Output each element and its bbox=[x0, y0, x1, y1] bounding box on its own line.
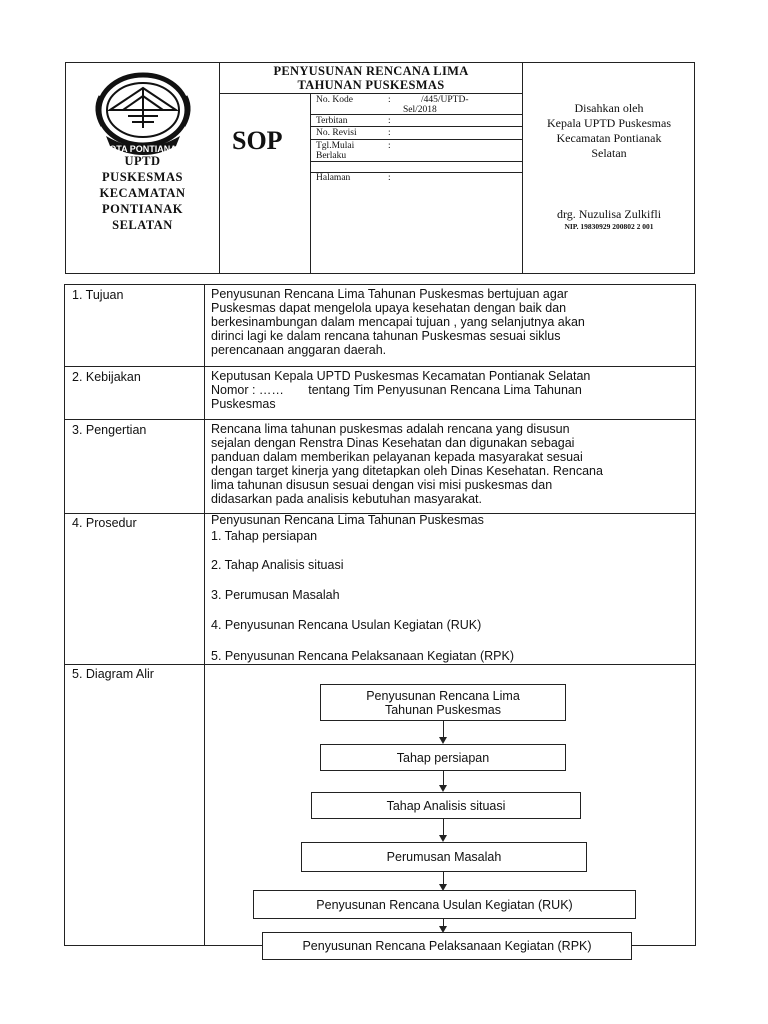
flow-arrow bbox=[439, 835, 447, 842]
approval-line: Kepala UPTD Puskesmas bbox=[547, 116, 671, 130]
org-line: UPTD bbox=[124, 154, 161, 168]
section-text-kebijakan bbox=[211, 369, 688, 411]
meta-revisi-label: No. Revisi bbox=[316, 128, 357, 138]
flow-arrow bbox=[439, 737, 447, 744]
meta-halaman-sep: : bbox=[388, 173, 391, 183]
row-divider bbox=[64, 419, 696, 420]
flow-box-text: Penyusunan Rencana Lima bbox=[366, 688, 520, 703]
org-line: KECAMATAN bbox=[99, 186, 186, 200]
meta-tgl-label: Tgl.Mulai bbox=[316, 141, 355, 151]
organization-name bbox=[70, 153, 215, 233]
flow-box-text: Tahunan Puskesmas bbox=[384, 702, 502, 717]
section-label-tujuan: 1. Tujuan bbox=[72, 288, 124, 302]
flow-box-ruk: Penyusunan Rencana Usulan Kegiatan (RUK) bbox=[253, 890, 636, 919]
meta-halaman-label: Halaman bbox=[316, 173, 351, 183]
text-line: Keputusan Kepala UPTD Puskesmas Kecamatan Pontianak Selatan bbox=[211, 369, 591, 383]
procedure-step: 3. Perumusan Masalah bbox=[211, 588, 340, 602]
text-line: didasarkan pada analisis kebutuhan masyarakat. bbox=[211, 492, 483, 506]
text-line: Penyusunan Rencana Lima Tahunan Puskesmas bertujuan agar bbox=[211, 287, 568, 301]
flow-connector bbox=[443, 771, 444, 786]
section-label-kebijakan: 2. Kebijakan bbox=[72, 370, 141, 384]
procedure-step: 4. Penyusunan Rencana Usulan Kegiatan (RUK) bbox=[211, 618, 482, 632]
meta-code-label: No. Kode bbox=[316, 95, 353, 105]
meta-code-value: /445/UPTD- bbox=[421, 95, 469, 105]
section-text-pengertian bbox=[211, 422, 688, 506]
procedure-step: 2. Tahap Analisis situasi bbox=[211, 558, 344, 572]
meta-revisi-sep: : bbox=[388, 128, 391, 138]
section-text-tujuan bbox=[211, 287, 688, 357]
flow-box-persiapan: Tahap persiapan bbox=[320, 744, 566, 771]
org-line: PONTIANAK bbox=[102, 202, 183, 216]
text-line: perencanaan anggaran daerah. bbox=[211, 343, 387, 357]
org-line: PUSKESMAS bbox=[102, 170, 183, 184]
flow-arrow bbox=[439, 785, 447, 792]
header-divider-title bbox=[219, 93, 522, 94]
title-line: TAHUNAN PUSKESMAS bbox=[297, 78, 445, 92]
procedure-intro: Penyusunan Rencana Lima Tahunan Puskesmas bbox=[211, 513, 484, 527]
procedure-step: 1. Tahap persiapan bbox=[211, 529, 318, 543]
approver-nip: NIP. 19830929 200802 2 001 bbox=[564, 222, 654, 231]
meta-tgl-label-2: Berlaku bbox=[316, 151, 347, 161]
flow-box-perumusan: Perumusan Masalah bbox=[301, 842, 587, 872]
meta-terbitan-sep: : bbox=[388, 116, 391, 126]
text-line: Rencana lima tahunan puskesmas adalah rencana yang disusun bbox=[211, 422, 570, 436]
text-line: lima tahunan disusun sesuai dengan visi misi puskesmas dan bbox=[211, 478, 553, 492]
procedure-step: 5. Penyusunan Rencana Pelaksanaan Kegiatan (RPK) bbox=[211, 649, 514, 663]
section-label-diagram: 5. Diagram Alir bbox=[72, 667, 154, 681]
header-divider-meta bbox=[310, 93, 311, 274]
row-divider bbox=[64, 366, 696, 367]
approval-line: Kecamatan Pontianak bbox=[556, 131, 662, 145]
meta-tgl-sep: : bbox=[388, 141, 391, 151]
document-title bbox=[222, 64, 520, 92]
text-line: Nomor : …… tentang Tim Penyusunan Rencana Lima Tahunan bbox=[211, 383, 582, 397]
text-line: berkesinambungan dalam mencapai tujuan , yang selanjutnya akan bbox=[211, 315, 585, 329]
content-col-divider bbox=[204, 284, 205, 946]
text-line: panduan dalam memberikan pelayanan kepada masyarakat sesuai bbox=[211, 450, 583, 464]
text-line: Puskesmas dapat mengelola upaya kesehatan dengan baik dan bbox=[211, 301, 567, 315]
text-line: dirinci lagi ke dalam rencana tahunan Puskesmas sesuai siklus bbox=[211, 329, 561, 343]
approval-line: Disahkan oleh bbox=[574, 101, 644, 115]
text-line: dengan target kinerja yang ditetapkan oleh Dinas Kesehatan. Rencana bbox=[211, 464, 603, 478]
flow-box-start bbox=[320, 684, 566, 721]
sop-label: SOP bbox=[232, 126, 283, 155]
approver-name: drg. Nuzulisa Zulkifli bbox=[556, 207, 662, 221]
header-divider-2 bbox=[522, 62, 523, 274]
meta-code-sep: : bbox=[388, 95, 391, 105]
flow-box-analisis: Tahap Analisis situasi bbox=[311, 792, 581, 819]
approval-line: Selatan bbox=[591, 146, 627, 160]
meta-terbitan-label: Terbitan bbox=[316, 116, 348, 126]
flow-box-rpk: Penyusunan Rencana Pelaksanaan Kegiatan (RPK) bbox=[262, 932, 632, 960]
approval-block bbox=[524, 101, 694, 161]
flow-connector bbox=[443, 819, 444, 836]
title-line: PENYUSUNAN RENCANA LIMA bbox=[273, 64, 469, 78]
flow-connector bbox=[443, 721, 444, 738]
meta-code-value-2: Sel/2018 bbox=[403, 105, 437, 115]
section-label-pengertian: 3. Pengertian bbox=[72, 423, 147, 437]
text-line: sejalan dengan Renstra Dinas Kesehatan dan digunakan sebagai bbox=[211, 436, 575, 450]
city-logo bbox=[88, 66, 198, 156]
section-label-prosedur: 4. Prosedur bbox=[72, 516, 137, 530]
logo-banner-text: KOTA PONTIANAK bbox=[102, 144, 184, 154]
org-line: SELATAN bbox=[112, 218, 173, 232]
text-line: Puskesmas bbox=[211, 397, 276, 411]
